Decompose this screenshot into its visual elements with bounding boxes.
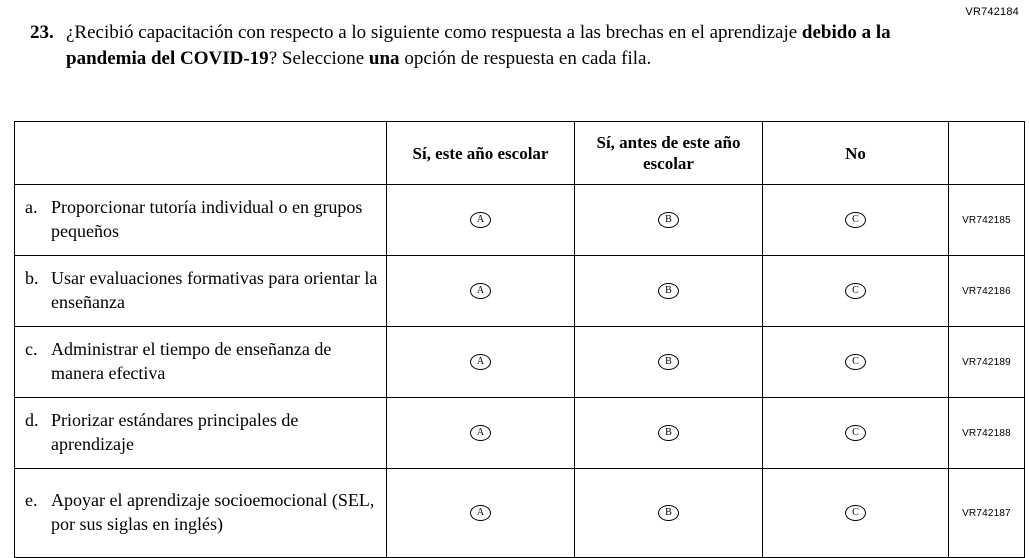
radio-bubble-e-2[interactable]: B xyxy=(658,505,679,521)
response-table-wrapper xyxy=(14,121,1014,558)
row-item-b xyxy=(15,256,387,327)
row-label: Priorizar estándares principales de aprendizaje xyxy=(51,410,299,454)
column-header-items xyxy=(15,122,387,185)
option-cell-e-1[interactable] xyxy=(387,469,575,558)
radio-bubble-c-3[interactable]: C xyxy=(845,354,866,370)
question-text-part2: ? Seleccione xyxy=(268,48,369,69)
table-header-row xyxy=(15,122,1025,185)
radio-bubble-c-2[interactable]: B xyxy=(658,354,679,370)
table-row xyxy=(15,327,1025,398)
row-identifier-e: VR742187 xyxy=(949,469,1025,558)
row-identifier-c: VR742189 xyxy=(949,327,1025,398)
column-header-yes-before-this-year: Sí, antes de este año escolar xyxy=(575,122,763,185)
radio-bubble-c-1[interactable]: A xyxy=(470,354,491,370)
row-item-e xyxy=(15,469,387,558)
question-text-bold2: una xyxy=(368,48,400,69)
option-cell-a-2[interactable] xyxy=(575,185,763,256)
row-label: Administrar el tiempo de enseñanza de manera efectiva xyxy=(51,339,332,383)
row-identifier-a: VR742185 xyxy=(949,185,1025,256)
option-cell-b-2[interactable] xyxy=(575,256,763,327)
row-item-a xyxy=(15,185,387,256)
question-text-part3: opción de respuesta en cada fila. xyxy=(399,48,652,69)
column-header-no: No xyxy=(763,122,949,185)
question-text-part1: ¿Recibió capacitación con respecto a lo siguiente como respuesta a las brechas en el aprendizaje xyxy=(66,22,802,43)
radio-bubble-a-1[interactable]: A xyxy=(470,212,491,228)
option-cell-b-1[interactable] xyxy=(387,256,575,327)
row-label: Proporcionar tutoría individual o en grupos pequeños xyxy=(51,197,363,241)
row-letter: a. xyxy=(25,197,38,217)
radio-bubble-d-2[interactable]: B xyxy=(658,425,679,441)
option-cell-e-3[interactable] xyxy=(763,469,949,558)
question-text xyxy=(66,20,910,72)
column-header-row-id xyxy=(949,122,1025,185)
radio-bubble-a-2[interactable]: B xyxy=(658,212,679,228)
row-letter: e. xyxy=(25,490,38,510)
radio-bubble-b-1[interactable]: A xyxy=(470,283,491,299)
row-item-c xyxy=(15,327,387,398)
option-cell-b-3[interactable] xyxy=(763,256,949,327)
row-item-d xyxy=(15,398,387,469)
row-letter: b. xyxy=(25,268,39,288)
radio-bubble-e-1[interactable]: A xyxy=(470,505,491,521)
table-row xyxy=(15,185,1025,256)
row-label: Apoyar el aprendizaje socioemocional (SEL, por sus siglas en inglés) xyxy=(51,490,375,534)
row-label: Usar evaluaciones formativas para orientar la enseñanza xyxy=(51,268,378,312)
radio-bubble-d-1[interactable]: A xyxy=(470,425,491,441)
table-row xyxy=(15,398,1025,469)
question-number: 23. xyxy=(30,22,54,43)
radio-bubble-b-3[interactable]: C xyxy=(845,283,866,299)
row-identifier-d: VR742188 xyxy=(949,398,1025,469)
radio-bubble-a-3[interactable]: C xyxy=(845,212,866,228)
option-cell-e-2[interactable] xyxy=(575,469,763,558)
row-letter: c. xyxy=(25,339,38,359)
row-letter: d. xyxy=(25,410,39,430)
radio-bubble-e-3[interactable]: C xyxy=(845,505,866,521)
question-text-bold1: debido a la pandemia del COVID-19 xyxy=(66,22,891,69)
row-identifier-b: VR742186 xyxy=(949,256,1025,327)
option-cell-c-2[interactable] xyxy=(575,327,763,398)
option-cell-c-1[interactable] xyxy=(387,327,575,398)
table-row xyxy=(15,469,1025,558)
table-row xyxy=(15,256,1025,327)
option-cell-d-3[interactable] xyxy=(763,398,949,469)
option-cell-a-1[interactable] xyxy=(387,185,575,256)
option-cell-a-3[interactable] xyxy=(763,185,949,256)
table-header xyxy=(15,122,1025,185)
column-header-yes-this-year: Sí, este año escolar xyxy=(387,122,575,185)
question-block xyxy=(30,20,910,72)
response-table xyxy=(14,121,1025,558)
option-cell-d-1[interactable] xyxy=(387,398,575,469)
form-identifier: VR742184 xyxy=(965,6,1019,18)
radio-bubble-b-2[interactable]: B xyxy=(658,283,679,299)
option-cell-c-3[interactable] xyxy=(763,327,949,398)
option-cell-d-2[interactable] xyxy=(575,398,763,469)
radio-bubble-d-3[interactable]: C xyxy=(845,425,866,441)
